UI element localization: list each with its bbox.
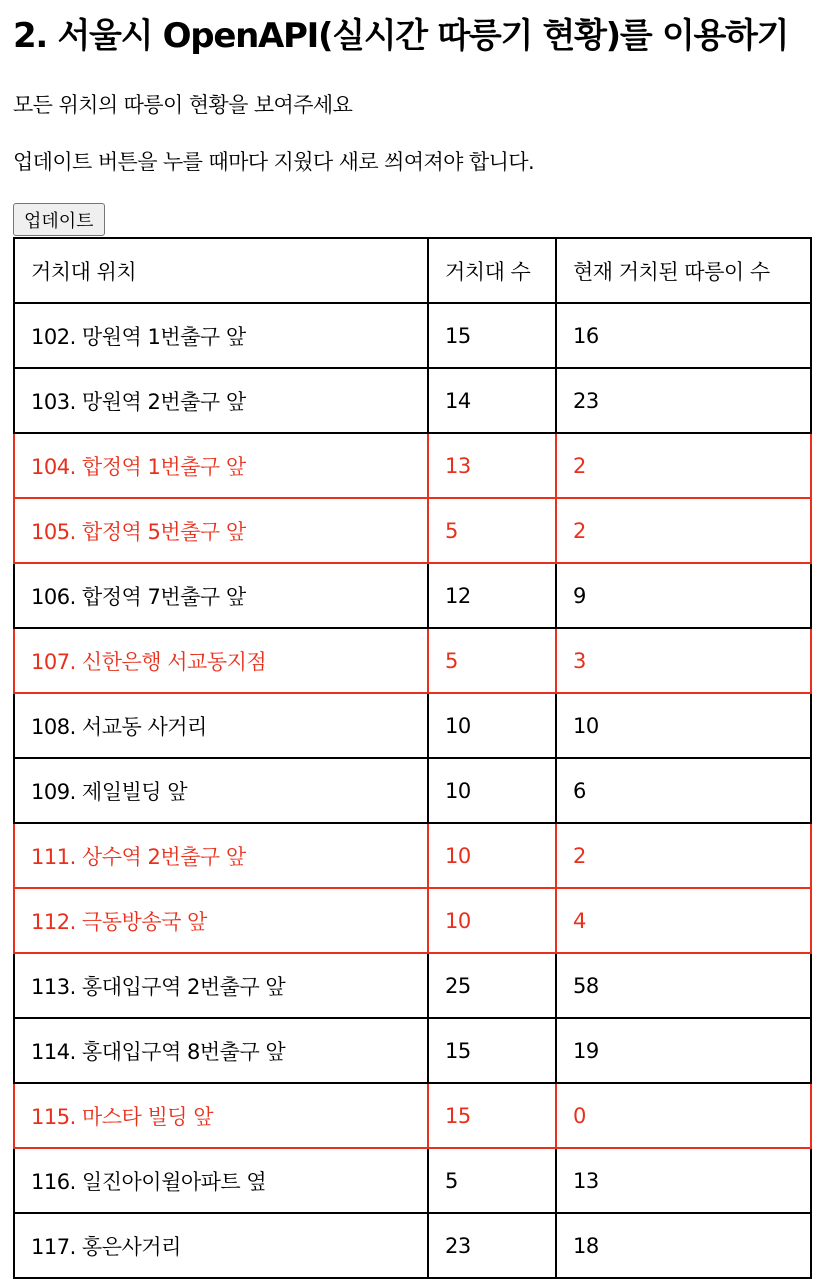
update-button[interactable]: 업데이트 bbox=[13, 203, 105, 236]
header-bike-count: 현재 거치된 따릉이 수 bbox=[556, 238, 811, 303]
cell-location: 107. 신한은행 서교동지점 bbox=[14, 628, 428, 693]
cell-bike-count: 18 bbox=[556, 1213, 811, 1278]
table-row bbox=[14, 1018, 811, 1083]
cell-bike-count: 0 bbox=[556, 1083, 811, 1148]
cell-rack-count: 10 bbox=[428, 693, 556, 758]
instruction-text-2: 업데이트 버튼을 누를 때마다 지웠다 새로 씌여져야 합니다. bbox=[13, 150, 535, 174]
table-row bbox=[14, 888, 811, 953]
table-row bbox=[14, 628, 811, 693]
cell-bike-count: 13 bbox=[556, 1148, 811, 1213]
cell-rack-count: 15 bbox=[428, 303, 556, 368]
table-row bbox=[14, 758, 811, 823]
cell-bike-count: 58 bbox=[556, 953, 811, 1018]
cell-rack-count: 25 bbox=[428, 953, 556, 1018]
cell-rack-count: 10 bbox=[428, 888, 556, 953]
cell-rack-count: 10 bbox=[428, 758, 556, 823]
cell-rack-count: 10 bbox=[428, 823, 556, 888]
cell-location: 108. 서교동 사거리 bbox=[14, 693, 428, 758]
header-rack-count: 거치대 수 bbox=[428, 238, 556, 303]
cell-rack-count: 5 bbox=[428, 498, 556, 563]
cell-rack-count: 13 bbox=[428, 433, 556, 498]
cell-rack-count: 23 bbox=[428, 1213, 556, 1278]
table-row bbox=[14, 693, 811, 758]
cell-rack-count: 15 bbox=[428, 1083, 556, 1148]
cell-rack-count: 5 bbox=[428, 628, 556, 693]
cell-location: 114. 홍대입구역 8번출구 앞 bbox=[14, 1018, 428, 1083]
table-row bbox=[14, 823, 811, 888]
cell-bike-count: 19 bbox=[556, 1018, 811, 1083]
table-row bbox=[14, 433, 811, 498]
cell-location: 111. 상수역 2번출구 앞 bbox=[14, 823, 428, 888]
table-body bbox=[14, 303, 811, 1278]
table-row bbox=[14, 1083, 811, 1148]
cell-bike-count: 10 bbox=[556, 693, 811, 758]
cell-location: 109. 제일빌딩 앞 bbox=[14, 758, 428, 823]
cell-bike-count: 2 bbox=[556, 433, 811, 498]
bike-status-table bbox=[13, 237, 812, 1279]
table-row bbox=[14, 1213, 811, 1278]
table-row bbox=[14, 1148, 811, 1213]
cell-bike-count: 16 bbox=[556, 303, 811, 368]
cell-bike-count: 6 bbox=[556, 758, 811, 823]
cell-bike-count: 2 bbox=[556, 823, 811, 888]
cell-location: 105. 합정역 5번출구 앞 bbox=[14, 498, 428, 563]
cell-location: 117. 홍은사거리 bbox=[14, 1213, 428, 1278]
table-row bbox=[14, 368, 811, 433]
cell-bike-count: 3 bbox=[556, 628, 811, 693]
cell-location: 112. 극동방송국 앞 bbox=[14, 888, 428, 953]
table-row bbox=[14, 563, 811, 628]
cell-location: 113. 홍대입구역 2번출구 앞 bbox=[14, 953, 428, 1018]
page-title: 2. 서울시 OpenAPI(실시간 따릉기 현황)를 이용하기 bbox=[13, 16, 789, 56]
cell-location: 103. 망원역 2번출구 앞 bbox=[14, 368, 428, 433]
header-location: 거치대 위치 bbox=[14, 238, 428, 303]
cell-location: 104. 합정역 1번출구 앞 bbox=[14, 433, 428, 498]
table-header-row bbox=[14, 238, 811, 303]
table-row bbox=[14, 303, 811, 368]
cell-bike-count: 4 bbox=[556, 888, 811, 953]
cell-location: 106. 합정역 7번출구 앞 bbox=[14, 563, 428, 628]
table-row bbox=[14, 498, 811, 563]
table-row bbox=[14, 953, 811, 1018]
cell-rack-count: 5 bbox=[428, 1148, 556, 1213]
cell-rack-count: 14 bbox=[428, 368, 556, 433]
instruction-text-1: 모든 위치의 따릉이 현황을 보여주세요 bbox=[13, 93, 353, 117]
cell-location: 102. 망원역 1번출구 앞 bbox=[14, 303, 428, 368]
cell-rack-count: 15 bbox=[428, 1018, 556, 1083]
cell-bike-count: 23 bbox=[556, 368, 811, 433]
cell-rack-count: 12 bbox=[428, 563, 556, 628]
cell-location: 116. 일진아이윌아파트 옆 bbox=[14, 1148, 428, 1213]
cell-location: 115. 마스타 빌딩 앞 bbox=[14, 1083, 428, 1148]
cell-bike-count: 2 bbox=[556, 498, 811, 563]
cell-bike-count: 9 bbox=[556, 563, 811, 628]
